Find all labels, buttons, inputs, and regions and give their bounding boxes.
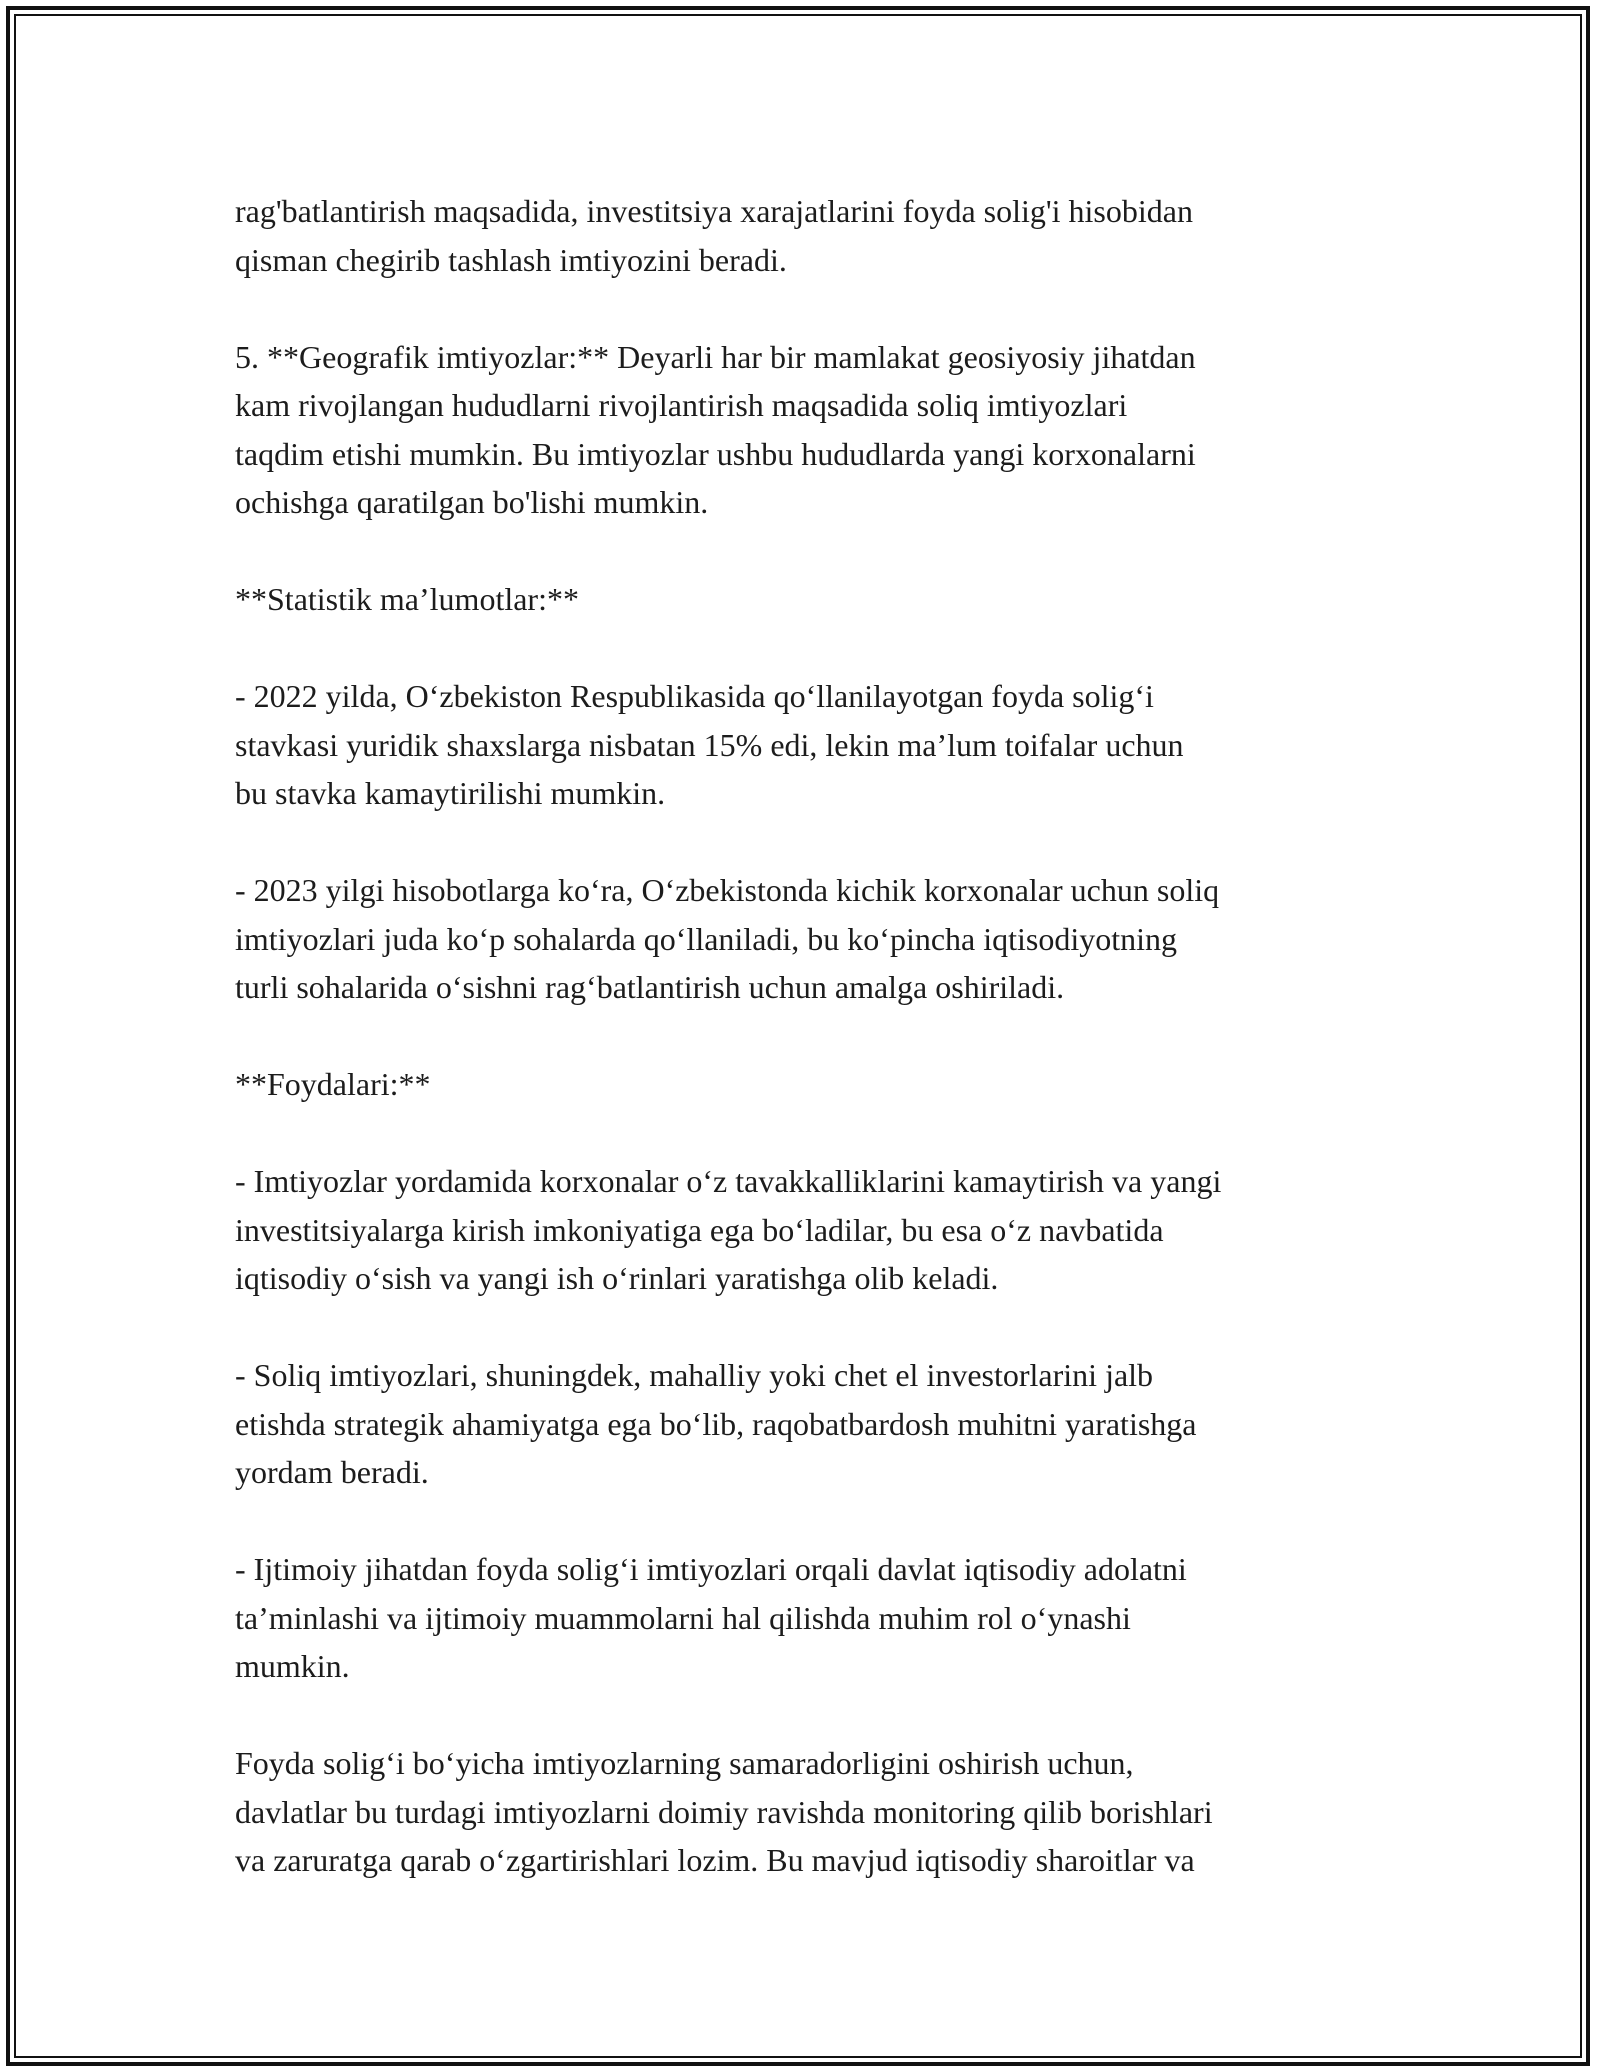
text-line: Foyda solig‘i bo‘yicha imtiyozlarning samaradorligini oshirish uchun, (235, 1745, 1134, 1781)
text-line: etishda strategik ahamiyatga ega bo‘lib, raqobatbardosh muhitni yaratishga (235, 1405, 1197, 1442)
text-line: stavkasi yuridik shaxslarga nisbatan 15% edi, lekin ma’lum toifalar uchun (235, 726, 1184, 763)
text-line: taqdim etishi mumkin. Bu imtiyozlar ushbu hududlarda yangi korxonalarni (235, 435, 1196, 472)
text-line: turli sohalarida o‘sishni rag‘batlantirish uchun amalga oshiriladi. (235, 969, 1065, 1005)
list-item-benefit-risk (235, 1157, 1385, 1303)
text-line: - 2023 yilgi hisobotlarga ko‘ra, O‘zbekistonda kichik korxonalar uchun soliq (235, 872, 1220, 908)
list-item-2023-stats (235, 866, 1385, 1012)
text-line: - Soliq imtiyozlari, shuningdek, mahalliy yoki chet el investorlarini jalb (235, 1357, 1154, 1393)
section-heading-benefits (235, 1060, 1385, 1109)
section-heading-statistics (235, 575, 1385, 624)
text-line: investitsiyalarga kirish imkoniyatiga ega bo‘ladilar, bu esa o‘z navbatida (235, 1211, 1164, 1248)
text-line: ta’minlashi va ijtimoiy muammolarni hal qilishda muhim rol o‘ynashi (235, 1599, 1131, 1636)
list-item-benefit-social (235, 1545, 1385, 1691)
text-line: - Imtiyozlar yordamida korxonalar o‘z tavakkalliklarini kamaytirish va yangi (235, 1163, 1222, 1199)
text-line: bu stavka kamaytirilishi mumkin. (235, 775, 666, 811)
text-line: va zaruratga qarab o‘zgartirishlari lozim. Bu mavjud iqtisodiy sharoitlar va (235, 1842, 1195, 1878)
text-line: - Ijtimoiy jihatdan foyda solig‘i imtiyozlari orqali davlat iqtisodiy adolatni (235, 1551, 1187, 1587)
paragraph-investment-deduction (235, 187, 1385, 284)
text-line: ochishga qaratilgan bo'lishi mumkin. (235, 484, 709, 520)
heading-text: **Statistik ma’lumotlar:** (235, 581, 579, 617)
text-line: davlatlar bu turdagi imtiyozlarni doimiy ravishda monitoring qilib borishlari (235, 1793, 1213, 1830)
text-line: yordam beradi. (235, 1454, 429, 1490)
text-line: iqtisodiy o‘sish va yangi ish o‘rinlari yaratishga olib keladi. (235, 1260, 999, 1296)
list-item-benefit-investors (235, 1351, 1385, 1497)
text-line: 5. **Geografik imtiyozlar:** Deyarli har bir mamlakat geosiyosiy jihatdan (235, 338, 1196, 375)
text-line: qisman chegirib tashlash imtiyozini beradi. (235, 241, 787, 278)
text-line: - 2022 yilda, O‘zbekiston Respublikasida qo‘llanilayotgan foyda solig‘i (235, 678, 1154, 714)
document-body (235, 187, 1385, 1885)
heading-text: **Foydalari:** (235, 1066, 431, 1102)
list-item-2022-stats (235, 672, 1385, 818)
paragraph-geographic-incentives (235, 333, 1385, 527)
text-line: rag'batlantirish maqsadida, investitsiya xarajatlarini foyda solig'i hisobidan (235, 193, 1193, 229)
text-line: mumkin. (235, 1648, 350, 1684)
text-line: kam rivojlangan hududlarni rivojlantirish maqsadida soliq imtiyozlari (235, 387, 1128, 423)
text-line: imtiyozlari juda ko‘p sohalarda qo‘llaniladi, bu ko‘pincha iqtisodiyotning (235, 920, 1178, 957)
paragraph-conclusion (235, 1739, 1385, 1885)
